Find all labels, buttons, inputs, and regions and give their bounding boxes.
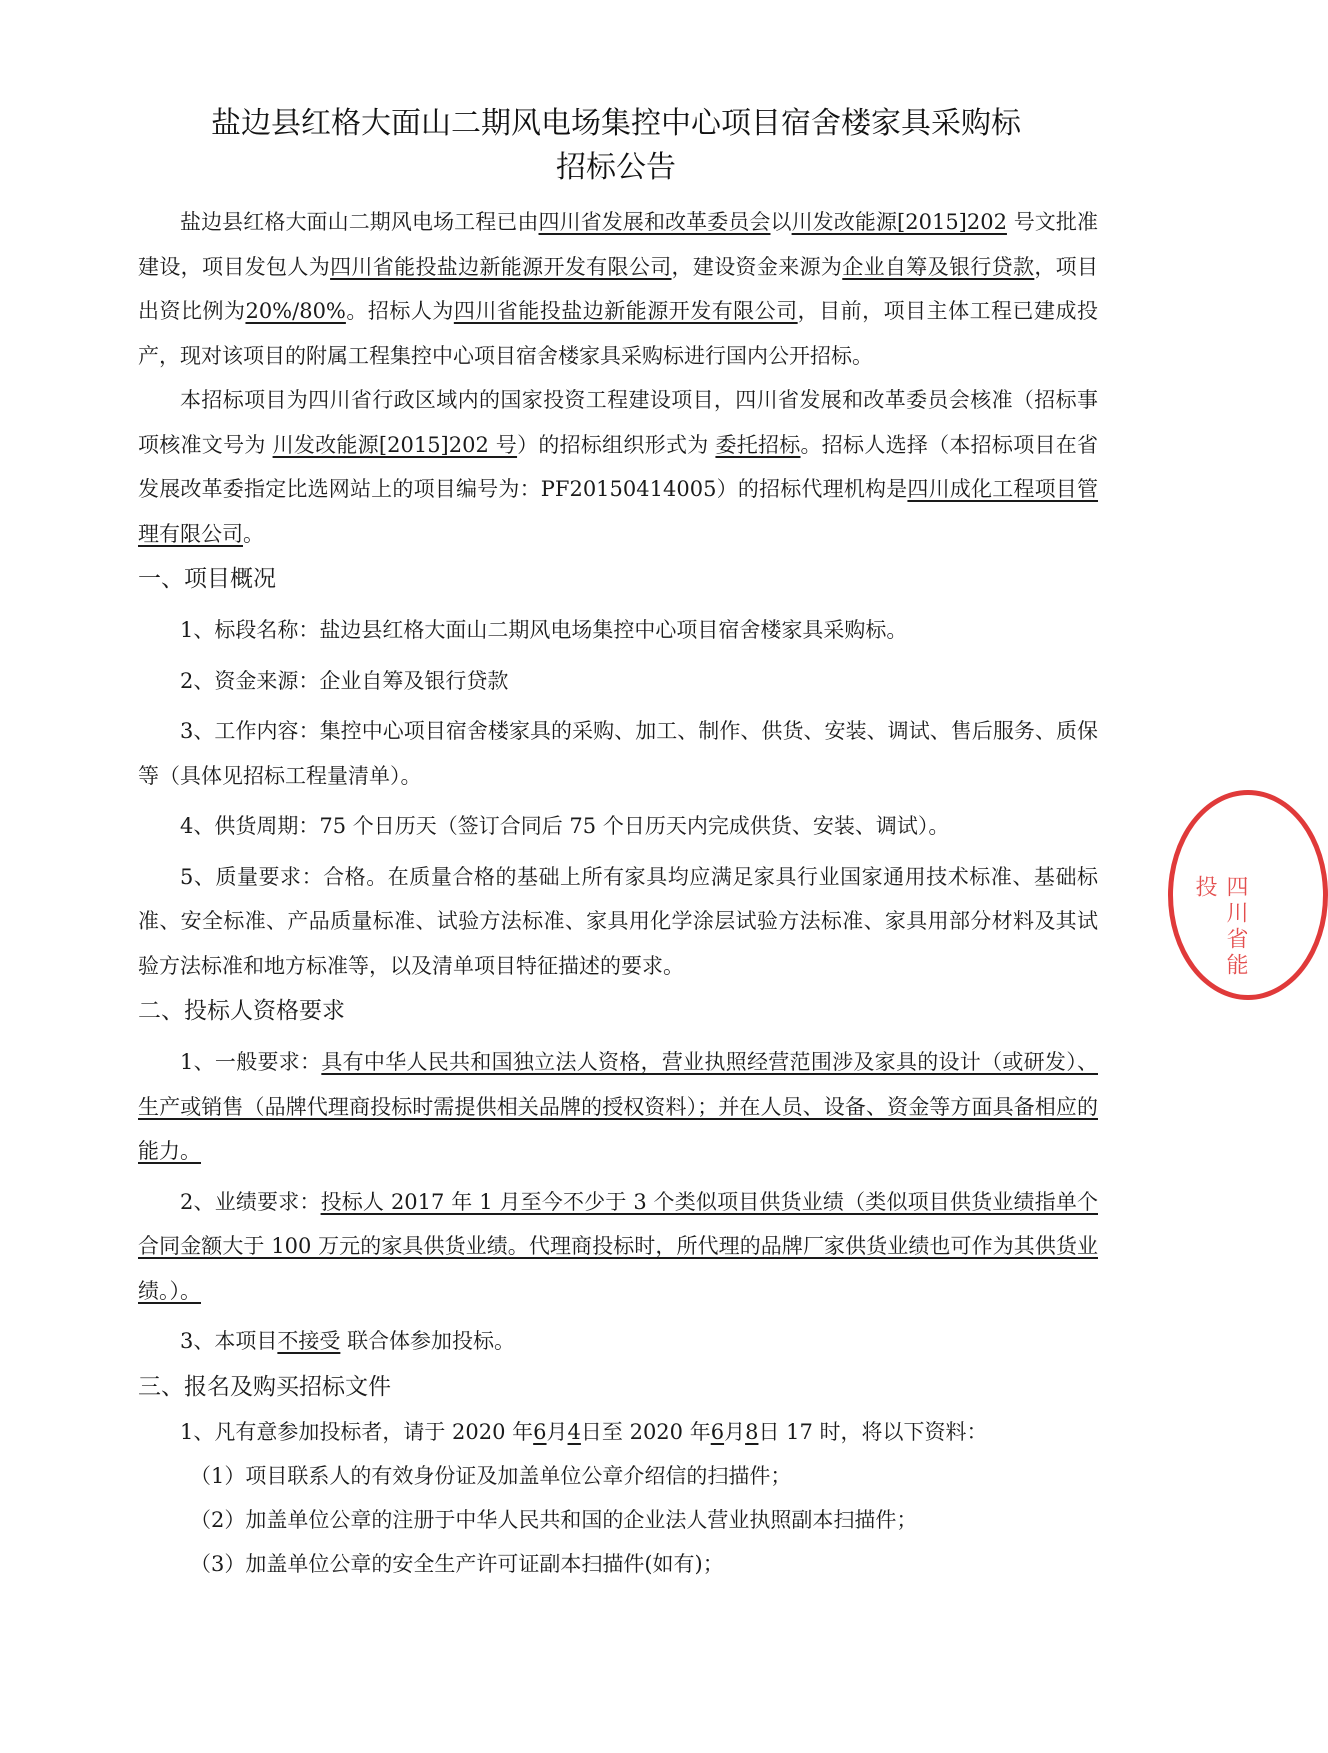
section-heading-2: 二、投标人资格要求: [138, 998, 345, 1024]
section1-item-3: 3、工作内容：集控中心项目宿舍楼家具的采购、加工、制作、供货、安装、调试、售后服务、质保等（具体见招标工程量清单）。: [138, 719, 1098, 788]
section3-subitem-2: （2）加盖单位公章的注册于中华人民共和国的企业法人营业执照副本扫描件；: [190, 1508, 918, 1532]
section1-item-1: 1、标段名称：盐边县红格大面山二期风电场集控中心项目宿舍楼家具采购标。: [180, 618, 908, 642]
section1-item-2: 2、资金来源：企业自筹及银行贷款: [180, 668, 509, 693]
section2-item-1: 1、一般要求：具有中华人民共和国独立法人资格，营业执照经营范围涉及家具的设计（或研发）、生产或销售（品牌代理商投标时需提供相关品牌的授权资料）；并在人员、设备、资金等方面具备相应的能力。: [138, 1050, 1098, 1163]
section3-subitem-3: （3）加盖单位公章的安全生产许可证副本扫描件(如有)；: [190, 1552, 724, 1576]
section2-item-2: 2、业绩要求：投标人 2017 年 1 月至今不少于 3 个类似项目供货业绩（类似项目供货业绩指单个合同金额大于 100 万元的家具供货业绩。代理商投标时，所代理的品牌厂家供货业绩也可作为其供货业绩。）。: [138, 1189, 1098, 1303]
document-subtitle: 招标公告: [556, 150, 676, 185]
section3-subitem-1: （1）项目联系人的有效身份证及加盖单位公章介绍信的扫描件；: [190, 1464, 792, 1488]
company-seal-stamp: [1168, 790, 1328, 1000]
section2-item-3: 3、本项目不接受 联合体参加投标。: [180, 1329, 516, 1353]
intro-paragraph-2: 本招标项目为四川省行政区域内的国家投资工程建设项目，四川省发展和改革委员会核准（招标事项核准文号为 川发改能源[2015]202 号）的招标组织形式为 委托招标。招标人选择（本招标项目在省发展改革委指定比选网站上的项目编号为：PF20150414005）的招标代理机构是四川成化工程项目管理有限公司。: [138, 388, 1099, 546]
document-body: [138, 200, 1098, 1586]
section-heading-1: 一、项目概况: [138, 566, 276, 592]
section3-item-1: 1、凡有意参加投标者，请于 2020 年6月4日至 2020 年6月8日 17 时，将以下资料：: [180, 1419, 988, 1444]
document-title: 盐边县红格大面山二期风电场集控中心项目宿舍楼家具采购标: [211, 106, 1021, 141]
section1-item-4: 4、供货周期：75 个日历天（签订合同后 75 个日历天内完成供货、安装、调试）。: [180, 814, 950, 838]
seal-text: 四川省能投: [1192, 875, 1248, 979]
intro-paragraph-1: 盐边县红格大面山二期风电场工程已由四川省发展和改革委员会以川发改能源[2015]202 号文批准建设，项目发包人为四川省能投盐边新能源开发有限公司，建设资金来源为企业自筹及银行贷款，项目出资比例为20%/80%。招标人为四川省能投盐边新能源开发有限公司，目前，项目主体工程已建成投产，现对该项目的附属工程集控中心项目宿舍楼家具采购标进行国内公开招标。: [138, 210, 1099, 368]
section-heading-3: 三、报名及购买招标文件: [138, 1373, 391, 1400]
section1-item-5: 5、质量要求：合格。在质量合格的基础上所有家具均应满足家具行业国家通用技术标准、基础标准、安全标准、产品质量标准、试验方法标准、家具用化学涂层试验方法标准、家具用部分材料及其试验方法标准和地方标准等，以及清单项目特征描述的要求。: [138, 864, 1098, 978]
